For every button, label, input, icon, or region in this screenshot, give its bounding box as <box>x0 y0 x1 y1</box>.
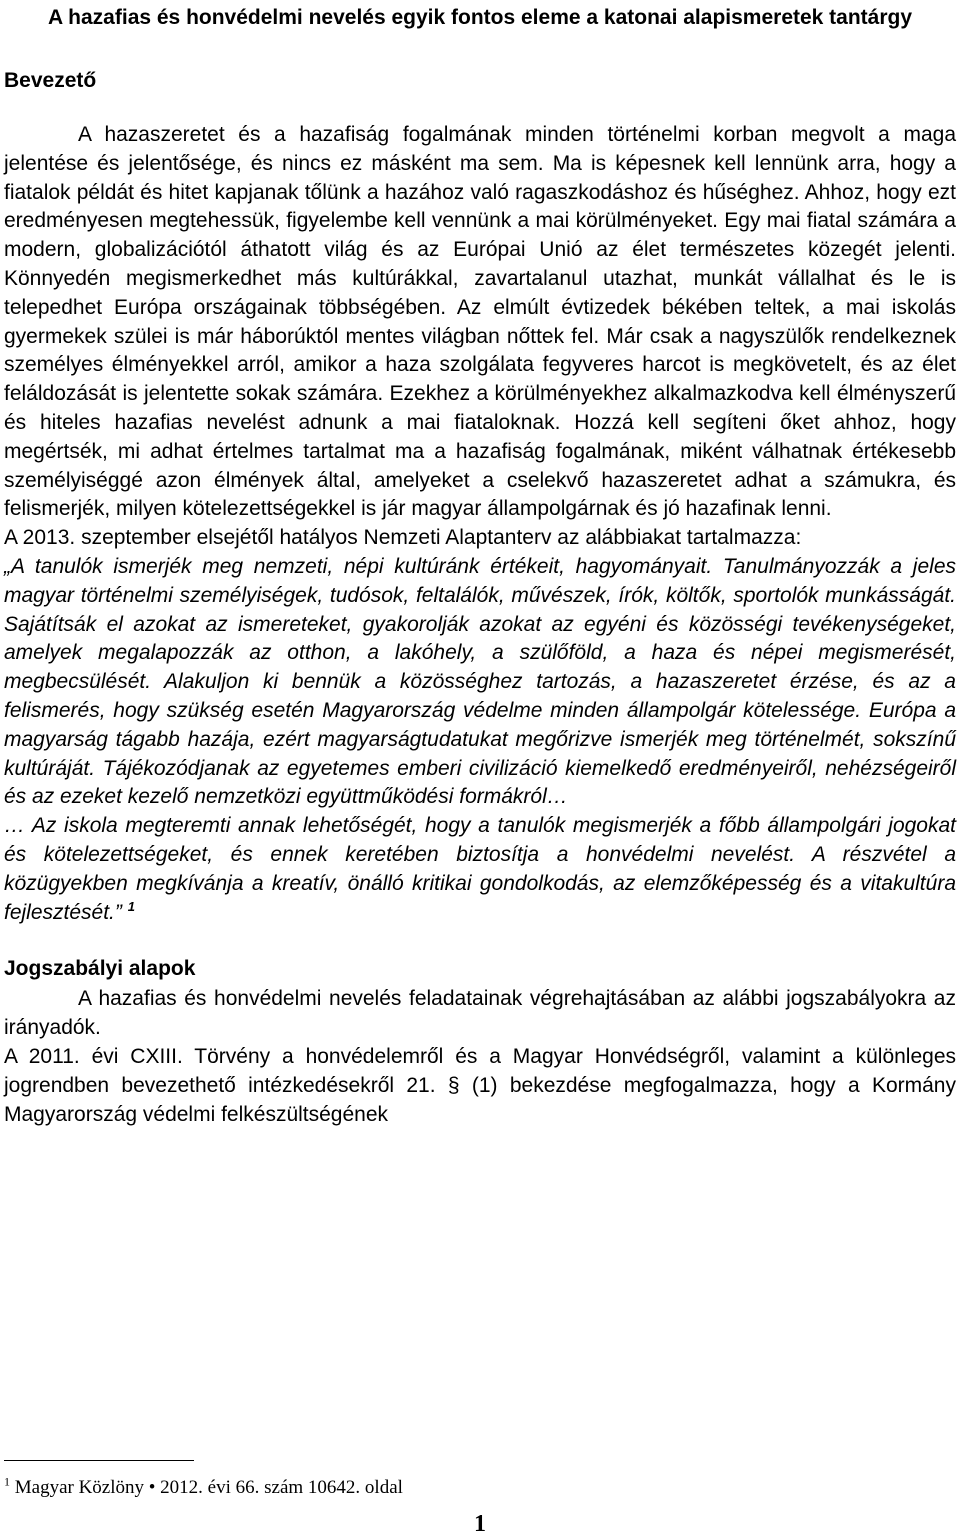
footnote-text: Magyar Közlöny • 2012. évi 66. szám 10642. oldal <box>14 1477 403 1498</box>
intro-section-body <box>4 121 956 927</box>
curriculum-quote-1: „A tanulók ismerjék meg nemzeti, népi kultúránk értékeit, hagyományait. Tanulmányozzák a jeles magyar történelmi személyiségek, tudósok, feltalálók, művészek, írók, költők, sportolók munkásságát. Sajátítsák el azokat az ismereteket, gyakorolják azokat az egyéni és közösségi tevékenységeket, amelyek megalapozzák az otthon, a lakóhely, a szülőföld, a haza és népei megismerését, megbecsülését. Alakuljon ki bennük a közösséghez tartozás, a hazaszeretet érzése, és az a felismerés, hogy szükség esetén Magyarország védelme minden állampolgár kötelessége. Európa a magyarság tágabb hazája, ezért magyarságtudatukat megőrizve ismerjék meg történelmét, sokszínű kultúráját. Tájékozódjanak az egyetemes emberi civilizáció kiemelkedő eredményeiről, nehézségeiről és az ezeket kezelő nemzetközi együttműködési formákról… <box>4 554 956 809</box>
document-title: A hazafias és honvédelmi nevelés egyik fontos eleme a katonai alapismeretek tantárgy <box>47 6 913 29</box>
section-heading-intro: Bevezető <box>4 69 97 92</box>
page-number: 1 <box>474 1511 486 1537</box>
intro-paragraph-2: A 2013. szeptember elsejétől hatályos Nemzeti Alaptanterv az alábbiakat tartalmazza: <box>4 526 802 550</box>
curriculum-quote-2-text: … Az iskola megteremti annak lehetőségét, hogy a tanulók megismerjék a főbb állampolgári jogokat és kötelezettségeket, és ennek keretében biztosítja a honvédelmi nevelést. A részvétel a közügyekben megkívánja a kreatív, önálló kritikai gondolkodás, az elemzőképesség és a vitakultúra fejlesztését.” <box>4 814 956 924</box>
curriculum-quote-2 <box>4 812 956 927</box>
section-heading-law: Jogszabályi alapok <box>4 957 196 981</box>
law-section-body <box>4 985 956 1129</box>
footnote <box>4 1476 403 1500</box>
document-page <box>4 0 956 1129</box>
footnote-mark: 1 <box>4 1474 10 1489</box>
law-paragraph-1: A hazafias és honvédelmi nevelés feladatainak végrehajtásában az alábbi jogszabályokra az irányadók. <box>4 987 956 1040</box>
footnote-reference[interactable]: 1 <box>127 898 135 914</box>
law-paragraph-2: A 2011. évi CXIII. Törvény a honvédelemről és a Magyar Honvédségről, valamint a különleges jogrendben bevezethető intézkedésekről 21. § (1) bekezdése megfogalmazza, hogy a Kormány Magyarország védelmi felkészültségének <box>4 1044 956 1126</box>
intro-paragraph-1: A hazaszeretet és a hazafiság fogalmának minden történelmi korban megvolt a maga jelentése és jelentősége, és nincs ez másként ma sem. Ma is képesnek kell lennünk arra, hogy a fiatalok példát és hitet kapjanak tőlünk a hazához való ragaszkodáshoz és hűséghez. Ahhoz, hogy ezt eredményesen megtehessük, figyelembe kell vennünk a mai körülményeket. Egy mai fiatal számára a modern, globalizációtól áthatott világ és az Európai Unió az élet természetes közegét jelenti. Könnyedén megismerkedhet más kultúrákkal, zavartalanul utazhat, munkát vállalhat és le is telepedhet Európa országainak többségében. Az elmúlt évtizedek békében teltek, a mai iskolás gyermekek szülei is már háborúktól mentes világban nőttek fel. Már csak a nagyszülők rendelkeznek személyes élményekkel arról, amikor a haza szolgálata fegyveres harcot is megkövetelt, és az élet feláldozását is jelentette sokak számára. Ezekhez a körülményekhez alkalmazkodva kell élményszerű és hiteles hazafias nevelést adnunk a mai fiataloknak. Hozzá kell segíteni őket ahhoz, hogy megértsék, mi adhat értelmes tartalmat ma a hazafiság fogalmának, miként válhatnak értékesebb személyiséggé azon élmények által, amelyeket a cselekvő hazaszeretet adhat a számukra, és felismerjék, milyen kötelezettségekkel is jár magyar állampolgárnak és jó hazafinak lenni. <box>4 123 956 521</box>
footnote-separator <box>4 1460 194 1461</box>
